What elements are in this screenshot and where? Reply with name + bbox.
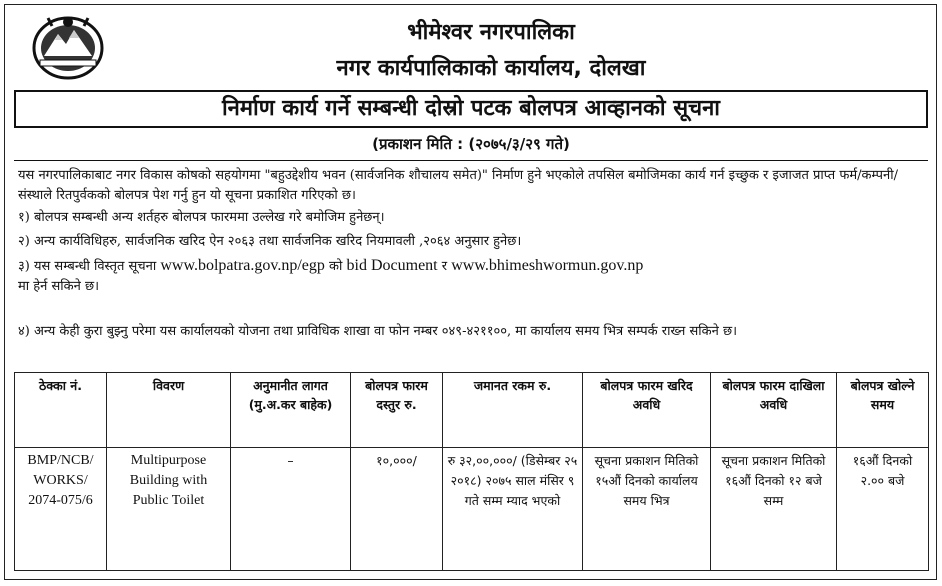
bid-table <box>14 372 929 571</box>
municipality-website-link[interactable]: www.bhimeshwormun.gov.np <box>451 257 644 274</box>
item3-prefix: ३) यस सम्बन्धी विस्तृत सूचना <box>18 259 161 274</box>
bid-security-cell: रु ३२,००,०००/ (डिसेम्बर २५ २०१८) २०७५ साल मंसिर ९ गते सम्म म्याद भएको <box>443 448 583 571</box>
publish-date: (प्रकाशन मिति : (२०७५/३/२९ गते) <box>372 135 570 153</box>
organization-name: भीमेश्वर नगरपालिका <box>407 20 575 45</box>
col-submission-period: बोलपत्र फारम दाखिला अवधि <box>711 373 837 448</box>
purchase-period-cell: सूचना प्रकाशन मितिको १५औं दिनको कार्यालय समय भित्र <box>583 448 711 571</box>
item3-suffix: मा हेर्न सकिने छ। <box>18 279 100 294</box>
condition-item-2: २) अन्य कार्यविधिहरु, सार्वजनिक खरिद ऐन २०६३ तथा सार्वजनिक खरिद नियमावली ,२०६४ अनुसार हुनेछ। <box>18 234 522 249</box>
col-form-fee: बोलपत्र फारम दस्तुर रु. <box>351 373 443 448</box>
form-fee-cell: १०,०००/ <box>351 448 443 571</box>
col-purchase-period: बोलपत्र फारम खरिद अवधि <box>583 373 711 448</box>
notice-title: निर्माण कार्य गर्ने सम्बन्धी दोस्रो पटक बोलपत्र आव्हानको सूचना <box>14 90 928 128</box>
col-description: विवरण <box>107 373 231 448</box>
office-name: नगर कार्यपालिकाको कार्यालय, दोलखा <box>336 56 646 81</box>
condition-item-1: १) बोलपत्र सम्बन्धी अन्य शर्तहरु बोलपत्र फारममा उल्लेख गरे बमोजिम हुनेछन्। <box>18 210 385 225</box>
col-contract-no: ठेक्का नं. <box>15 373 107 448</box>
bid-document-text: bid Document <box>346 257 438 274</box>
item3-mid2: र <box>437 259 452 274</box>
submission-period-cell: सूचना प्रकाशन मितिको १६औं दिनको १२ बजे सम्म <box>711 448 837 571</box>
contract-no-cell: BMP/NCB/ WORKS/ 2074-075/6 <box>15 448 107 571</box>
item3-mid1: को <box>324 259 347 274</box>
table-row <box>15 448 929 571</box>
divider <box>14 160 928 161</box>
opening-time-cell: १६औं दिनको २.०० बजे <box>837 448 929 571</box>
intro-paragraph: यस नगरपालिकाबाट नगर विकास कोषको सहयोगमा "बहुउद्देशीय भवन (सार्वजनिक शौचालय समेत)" निर्माण हुने भएकोले तपसिल बमोजिमका कार्य गर्न इच्छुक र इजाजत प्राप्त फर्म/कम्पनी/संस्थाले रितपुर्वकको बोलपत्र पेश गर्नु हुन यो सूचना प्रकाशित गरिएको छ। <box>18 168 898 203</box>
table-header-row <box>15 373 929 448</box>
bolpatra-link[interactable]: www.bolpatra.gov.np/egp <box>160 257 325 274</box>
estimated-cost-cell: – <box>231 448 351 571</box>
description-cell: Multipurpose Building with Public Toilet <box>107 448 231 571</box>
condition-item-3 <box>18 256 928 297</box>
col-bid-security: जमानत रकम रु. <box>443 373 583 448</box>
col-opening-time: बोलपत्र खोल्ने समय <box>837 373 929 448</box>
condition-item-4: ४) अन्य केही कुरा बुझ्नु परेमा यस कार्यालयको योजना तथा प्राविधिक शाखा वा फोन नम्बर ०४९-४२११००, मा कार्यालय समय भित्र सम्पर्क राख्न सकिने छ। <box>18 324 738 339</box>
col-estimated-cost: अनुमानीत लागत (मु.अ.कर बाहेक) <box>231 373 351 448</box>
